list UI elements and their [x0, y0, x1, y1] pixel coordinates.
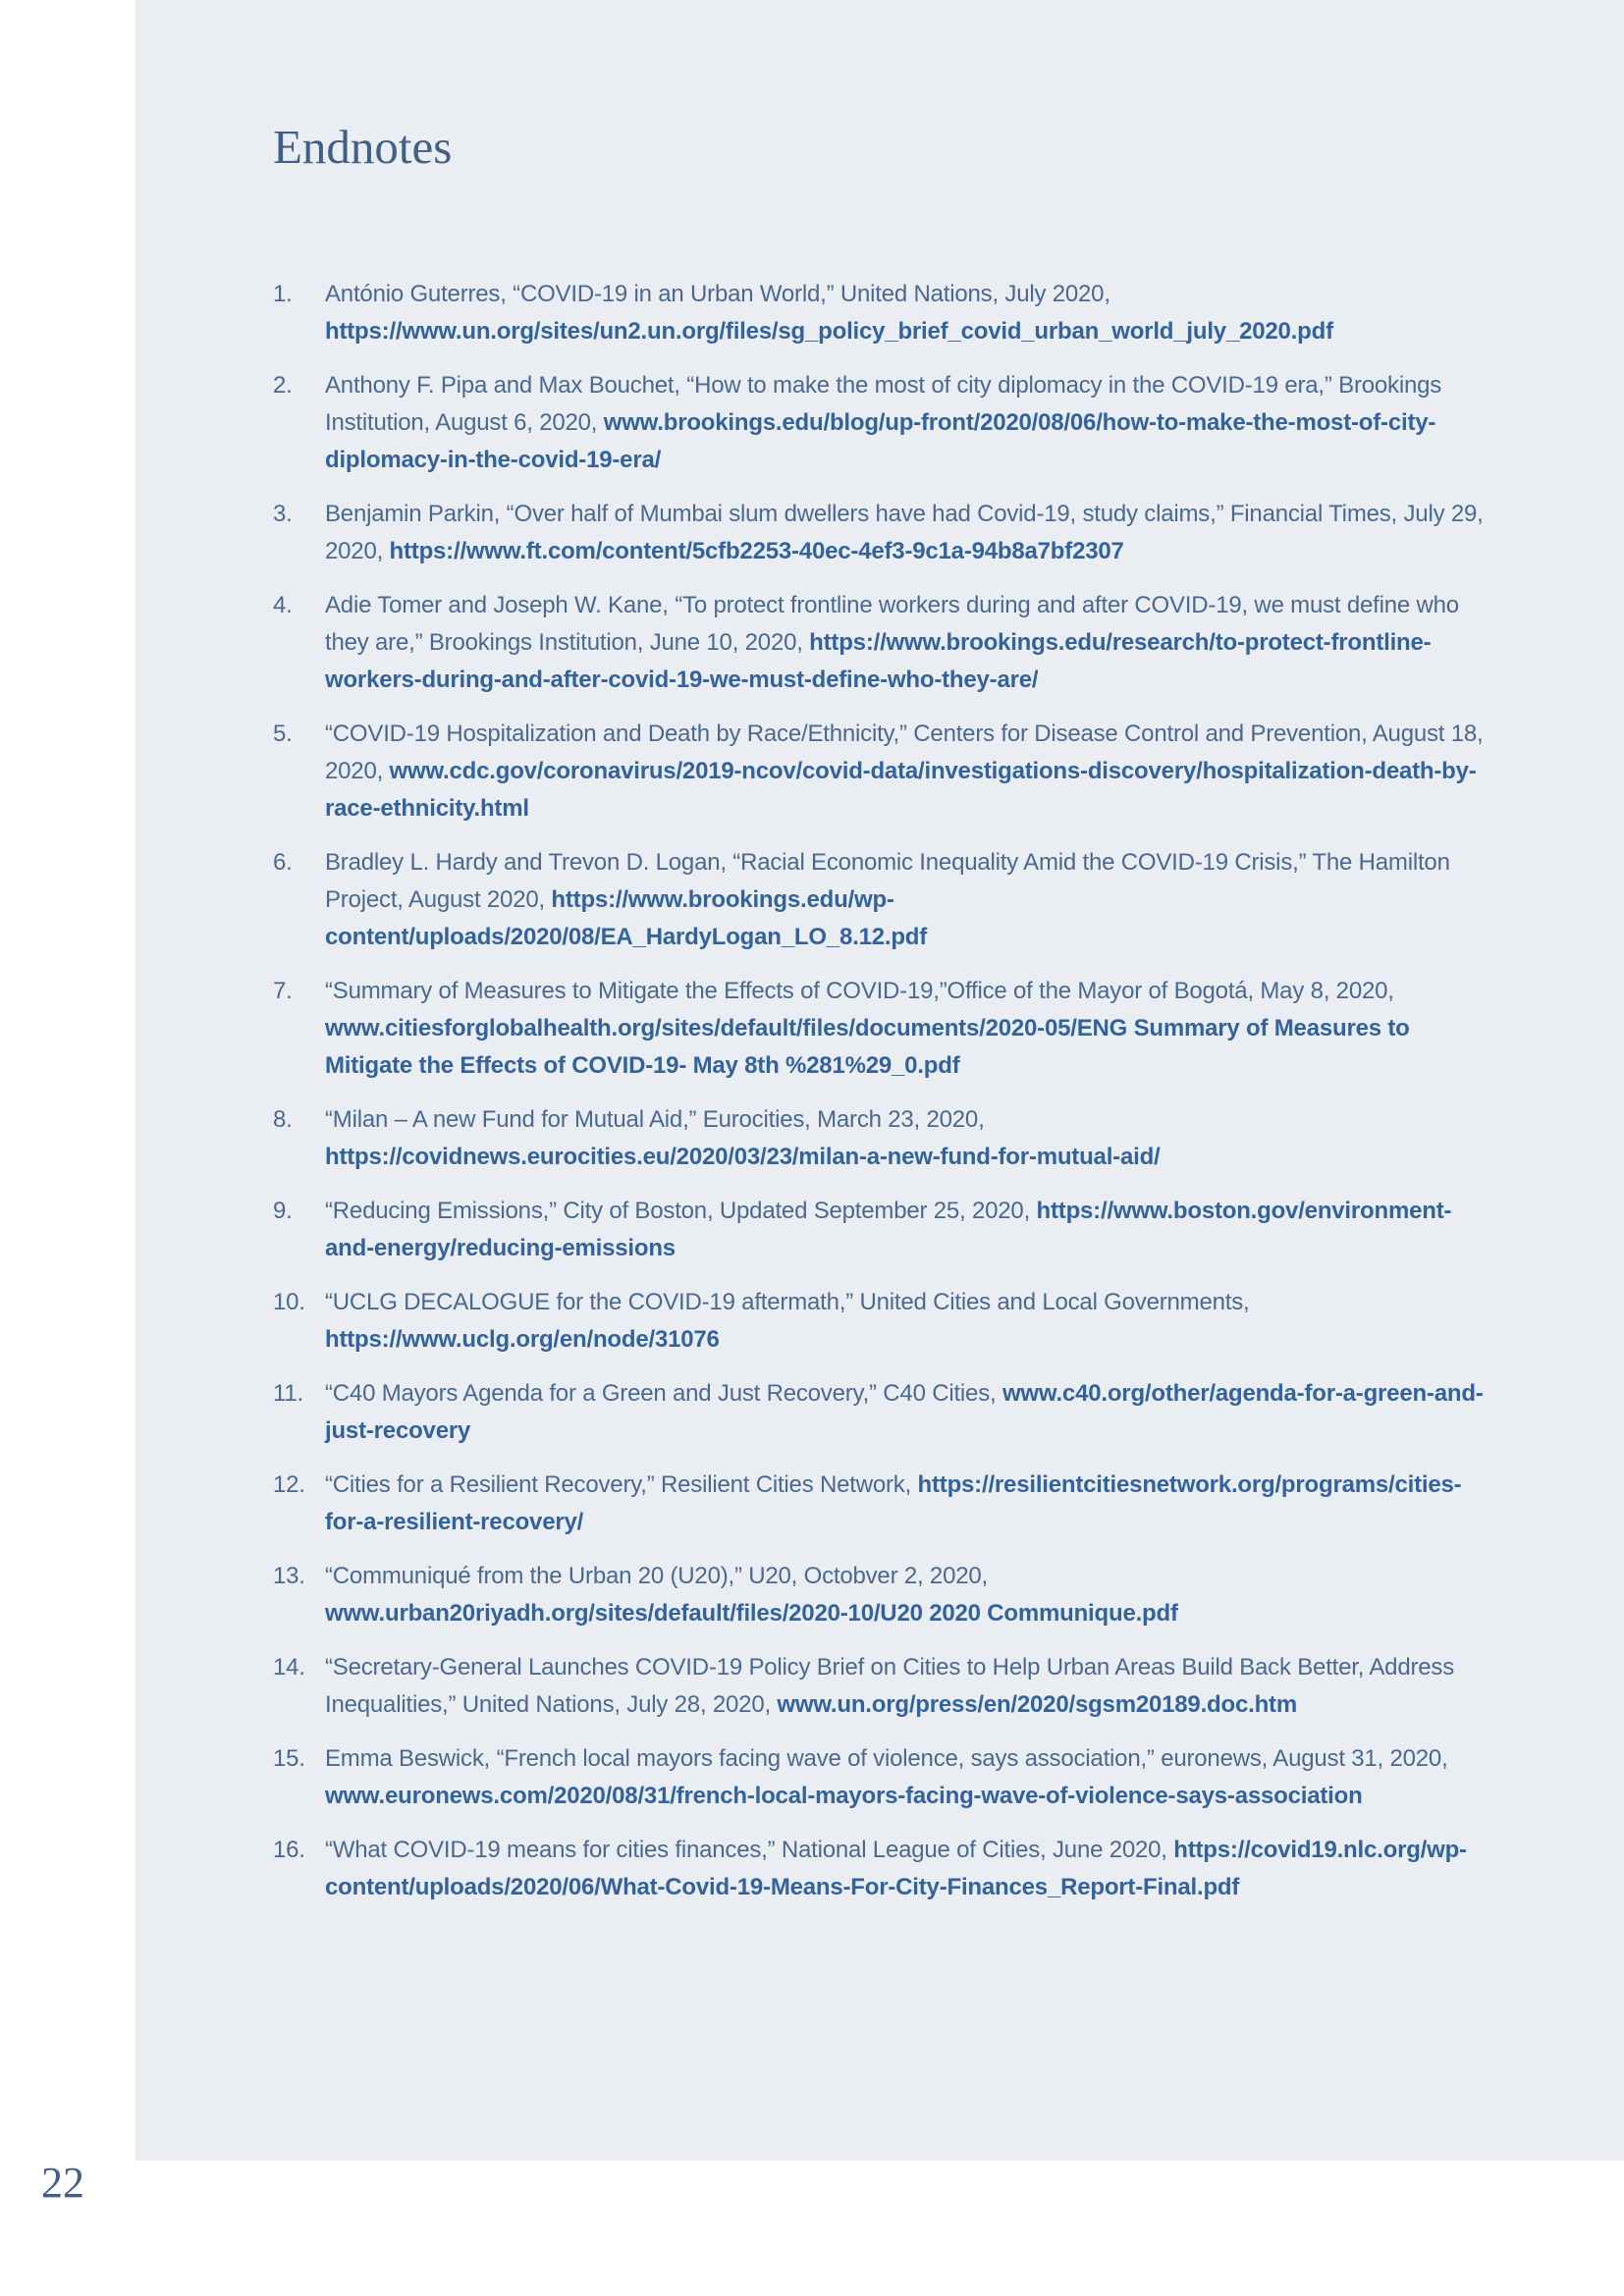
endnote-body — [325, 587, 1487, 699]
endnote-body — [325, 1101, 1487, 1176]
endnote-url-link[interactable]: https://resilientcitiesnetwork.org/programs/cities-for-a-resilient-recovery/ — [325, 1471, 1462, 1535]
endnote-body — [325, 1284, 1487, 1359]
endnote-text: Emma Beswick, “French local mayors facing wave of violence, says association,” euronews, August 31, 2020, — [325, 1745, 1448, 1772]
endnote-text: “Secretary-General Launches COVID-19 Policy Brief on Cities to Help Urban Areas Build Back Better, Address Inequalities,” United Nations, July 28, 2020, — [325, 1654, 1455, 1718]
endnote-url-link[interactable]: www.urban20riyadh.org/sites/default/files/2020-10/U20 2020 Communique.pdf — [325, 1600, 1178, 1627]
endnote-item — [273, 1467, 1487, 1541]
endnote-text: “Cities for a Resilient Recovery,” Resilient Cities Network, — [325, 1471, 918, 1498]
endnote-body — [325, 1740, 1487, 1815]
endnote-url-link[interactable]: https://www.un.org/sites/un2.un.org/files/sg_policy_brief_covid_urban_world_july_2020.pdf — [325, 318, 1333, 345]
endnote-item — [273, 1740, 1487, 1815]
endnote-url-link[interactable]: https://www.brookings.edu/wp-content/uploads/2020/08/EA_HardyLogan_LO_8.12.pdf — [325, 886, 928, 950]
endnote-text: “Communiqué from the Urban 20 (U20),” U20, Octobver 2, 2020, — [325, 1563, 988, 1589]
endnote-item — [273, 1375, 1487, 1450]
endnote-number: 5. — [273, 721, 293, 747]
endnote-item — [273, 367, 1487, 479]
endnote-body — [325, 367, 1487, 479]
endnote-number: 3. — [273, 501, 293, 527]
endnote-item — [273, 973, 1487, 1085]
endnote-number: 8. — [273, 1106, 293, 1133]
endnote-text: Bradley L. Hardy and Trevon D. Logan, “Racial Economic Inequality Amid the COVID-19 Crisis,” The Hamilton Project, August 2020, — [325, 849, 1450, 913]
endnote-number: 14. — [273, 1654, 305, 1681]
endnote-url-link[interactable]: https://www.ft.com/content/5cfb2253-40ec-4ef3-9c1a-94b8a7bf2307 — [389, 538, 1124, 564]
endnote-body — [325, 1558, 1487, 1632]
endnote-item — [273, 844, 1487, 956]
endnote-url-link[interactable]: https://covidnews.eurocities.eu/2020/03/23/milan-a-new-fund-for-mutual-aid/ — [325, 1144, 1161, 1170]
endnote-number: 10. — [273, 1289, 305, 1315]
endnote-text: “COVID-19 Hospitalization and Death by Race/Ethnicity,” Centers for Disease Control and Prevention, August 18, 2020, — [325, 721, 1484, 784]
endnote-number: 15. — [273, 1745, 305, 1772]
endnote-text: “Reducing Emissions,” City of Boston, Updated September 25, 2020, — [325, 1198, 1037, 1224]
endnote-url-link[interactable]: www.brookings.edu/blog/up-front/2020/08/06/how-to-make-the-most-of-city-diplomacy-in-the-covid-19-era/ — [325, 409, 1436, 473]
endnote-item — [273, 1649, 1487, 1724]
endnote-item — [273, 1558, 1487, 1632]
page-title: Endnotes — [273, 120, 453, 174]
endnote-url-link[interactable]: www.un.org/press/en/2020/sgsm20189.doc.htm — [777, 1691, 1297, 1718]
endnote-text: “Milan – A new Fund for Mutual Aid,” Eurocities, March 23, 2020, — [325, 1106, 985, 1133]
endnote-number: 4. — [273, 592, 293, 618]
endnote-item — [273, 1193, 1487, 1267]
endnote-number: 6. — [273, 849, 293, 876]
endnote-text: “What COVID-19 means for cities finances,” National League of Cities, June 2020, — [325, 1837, 1174, 1863]
endnote-number: 12. — [273, 1471, 305, 1498]
endnote-item — [273, 496, 1487, 570]
endnote-item — [273, 587, 1487, 699]
endnote-number: 13. — [273, 1563, 305, 1589]
endnote-number: 11. — [273, 1380, 303, 1407]
endnote-text: “C40 Mayors Agenda for a Green and Just Recovery,” C40 Cities, — [325, 1380, 1002, 1407]
endnote-url-link[interactable]: https://www.boston.gov/environment-and-energy/reducing-emissions — [325, 1198, 1452, 1261]
endnote-url-link[interactable]: www.c40.org/other/agenda-for-a-green-and-just-recovery — [325, 1380, 1484, 1444]
endnote-number: 16. — [273, 1837, 305, 1863]
endnote-body — [325, 1467, 1487, 1541]
endnote-body — [325, 716, 1487, 828]
endnote-number: 7. — [273, 978, 293, 1004]
endnote-body — [325, 1193, 1487, 1267]
endnote-number: 1. — [273, 281, 293, 307]
endnote-item — [273, 1284, 1487, 1359]
endnote-body — [325, 844, 1487, 956]
endnote-url-link[interactable]: https://www.uclg.org/en/node/31076 — [325, 1326, 720, 1353]
endnote-body — [325, 973, 1487, 1085]
endnote-url-link[interactable]: www.euronews.com/2020/08/31/french-local-mayors-facing-wave-of-violence-says-association — [325, 1783, 1363, 1809]
endnote-item — [273, 1101, 1487, 1176]
endnote-item — [273, 716, 1487, 828]
endnote-url-link[interactable]: https://www.brookings.edu/research/to-protect-frontline-workers-during-and-after-covid-19-we-must-define-who-they-are/ — [325, 629, 1432, 693]
endnote-body — [325, 1375, 1487, 1450]
endnote-body — [325, 1649, 1487, 1724]
endnote-url-link[interactable]: www.citiesforglobalhealth.org/sites/default/files/documents/2020-05/ENG Summary of Measures to Mitigate the Effects of COVID-19- May 8th %281%29_0.pdf — [325, 1015, 1410, 1079]
page-number: 22 — [41, 2159, 84, 2207]
endnote-text: “UCLG DECALOGUE for the COVID-19 aftermath,” United Cities and Local Governments, — [325, 1289, 1250, 1315]
endnote-text: Anthony F. Pipa and Max Bouchet, “How to make the most of city diplomacy in the COVID-19 era,” Brookings Institution, August 6, 2020, — [325, 372, 1442, 436]
endnote-body — [325, 496, 1487, 570]
endnote-text: Adie Tomer and Joseph W. Kane, “To protect frontline workers during and after COVID-19, we must define who they are,” Brookings Institution, June 10, 2020, — [325, 592, 1459, 656]
endnote-url-link[interactable]: https://covid19.nlc.org/wp-content/uploads/2020/06/What-Covid-19-Means-For-City-Finances_Report-Final.pdf — [325, 1837, 1467, 1900]
endnote-item — [273, 276, 1487, 350]
endnote-number: 2. — [273, 372, 293, 399]
endnote-number: 9. — [273, 1198, 293, 1224]
endnote-text: Benjamin Parkin, “Over half of Mumbai slum dwellers have had Covid-19, study claims,” Financial Times, July 29, 2020, — [325, 501, 1484, 564]
endnote-body — [325, 1832, 1487, 1906]
endnote-text: “Summary of Measures to Mitigate the Effects of COVID-19,”Office of the Mayor of Bogotá, May 8, 2020, — [325, 978, 1394, 1004]
endnote-item — [273, 1832, 1487, 1906]
endnote-body — [325, 276, 1487, 350]
endnotes-list — [273, 276, 1487, 1923]
endnote-text: António Guterres, “COVID-19 in an Urban World,” United Nations, July 2020, — [325, 281, 1110, 307]
endnote-url-link[interactable]: www.cdc.gov/coronavirus/2019-ncov/covid-data/investigations-discovery/hospitalization-death-by-race-ethnicity.html — [325, 758, 1477, 822]
